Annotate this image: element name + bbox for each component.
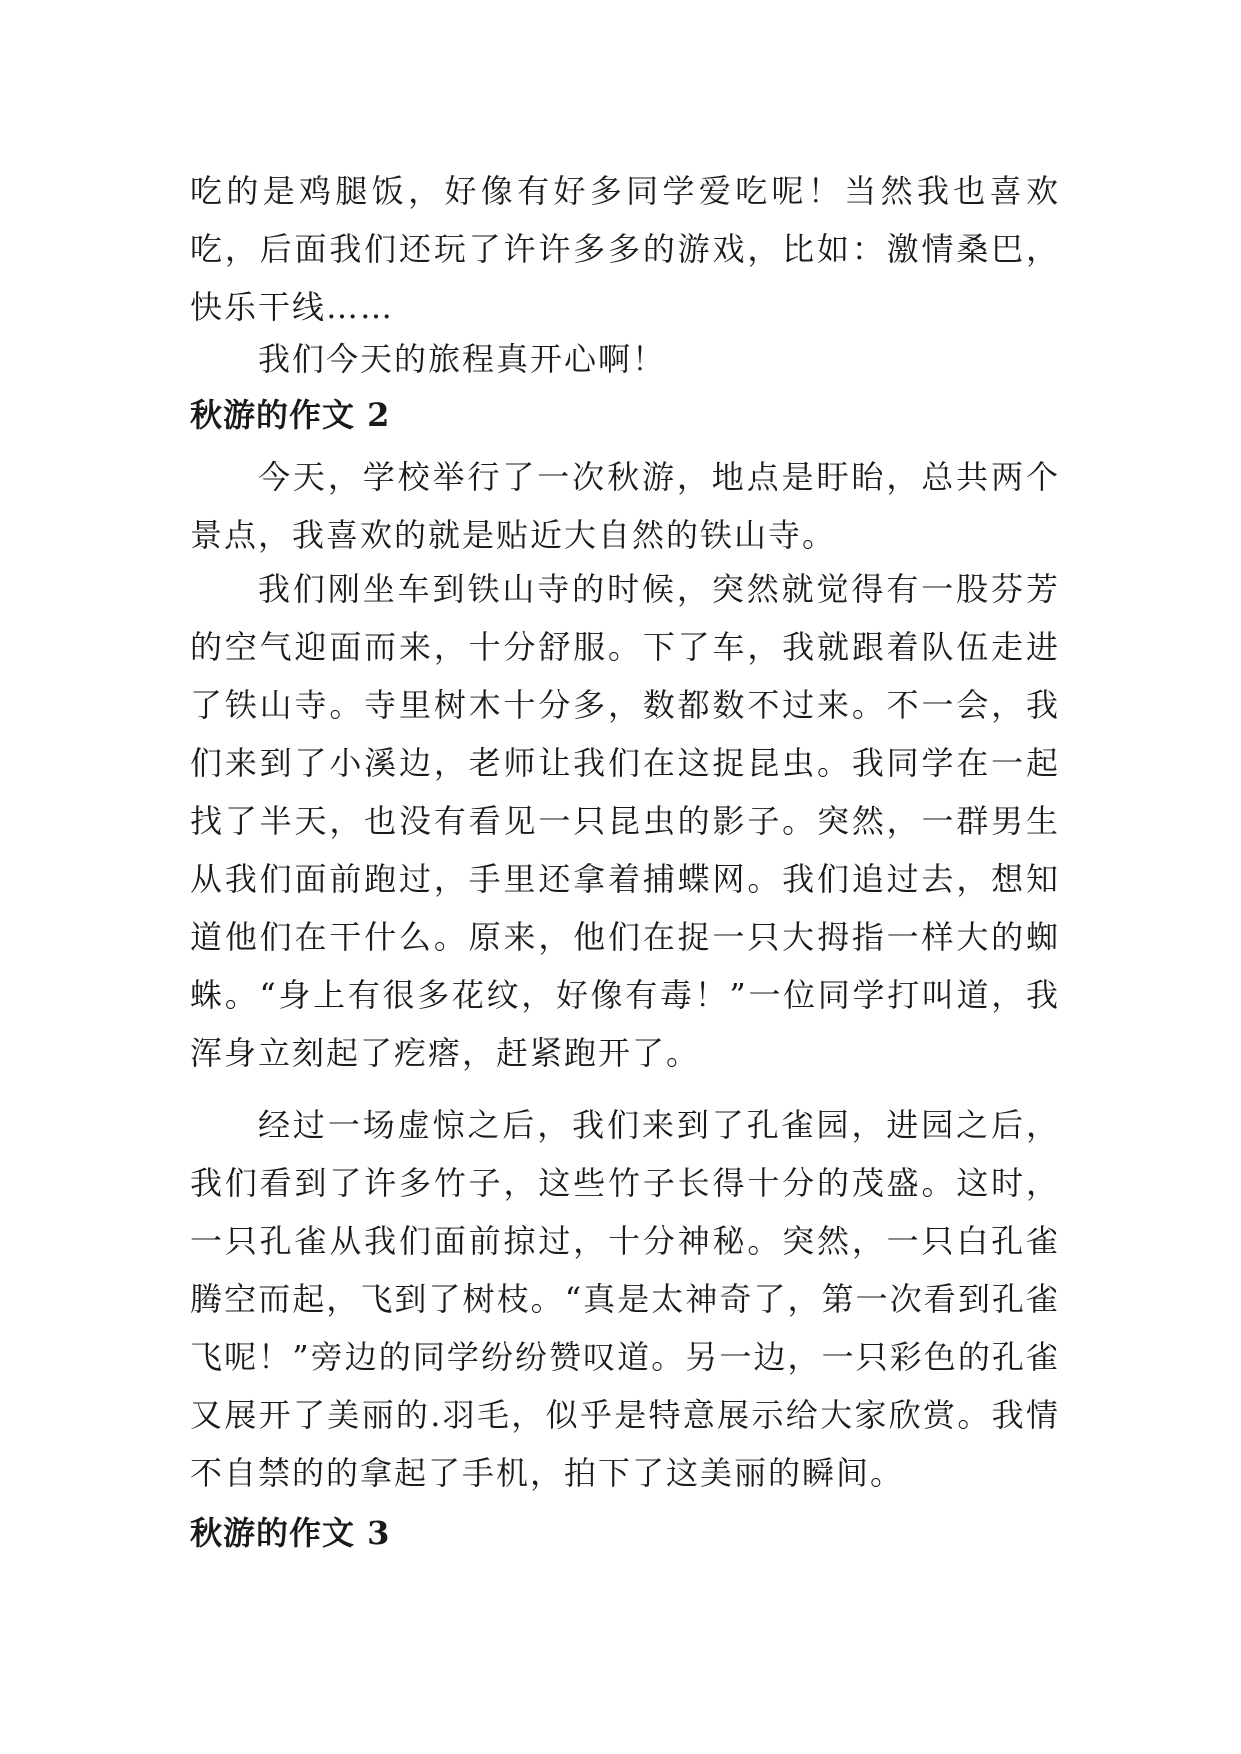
closing-paragraph: 我们今天的旅程真开心啊！ — [258, 340, 667, 378]
essay-3-title: 秋游的作文 3 — [190, 1514, 391, 1552]
essay-2-paragraph-3: 经过一场虚惊之后，我们来到了孔雀园，进园之后，我们看到了许多竹子，这些竹子长得十分的茂盛。这时，一只孔雀从我们面前掠过，十分神秘。突然，一只白孔雀腾空而起，飞到了树枝。“真是太神奇了，第一次看到孔雀飞呢！”旁边的同学纷纷赞叹道。另一边，一只彩色的孔雀又展开了美丽的.羽毛，似乎是特意展示给大家欣赏。我情不自禁的的拿起了手机，拍下了这美丽的瞬间。 — [190, 1106, 1060, 1492]
essay-2-title: 秋游的作文 2 — [190, 396, 391, 434]
continuation-paragraph: 吃的是鸡腿饭，好像有好多同学爱吃呢！当然我也喜欢吃，后面我们还玩了许许多多的游戏，比如：激情桑巴，快乐干线…… — [190, 172, 1060, 326]
essay-2-paragraph-1: 今天，学校举行了一次秋游，地点是盱眙，总共两个景点，我喜欢的就是贴近大自然的铁山寺。 — [190, 458, 1060, 554]
essay-2-paragraph-2: 我们刚坐车到铁山寺的时候，突然就觉得有一股芬芳的空气迎面而来，十分舒服。下了车，我就跟着队伍走进了铁山寺。寺里树木十分多，数都数不过来。不一会，我们来到了小溪边，老师让我们在这捉昆虫。我同学在一起找了半天，也没有看见一只昆虫的影子。突然，一群男生从我们面前跑过，手里还拿着捕蝶网。我们追过去，想知道他们在干什么。原来，他们在捉一只大拇指一样大的蜘蛛。“身上有很多花纹，好像有毒！”一位同学打叫道，我浑身立刻起了疙瘩，赶紧跑开了。 — [190, 570, 1060, 1072]
